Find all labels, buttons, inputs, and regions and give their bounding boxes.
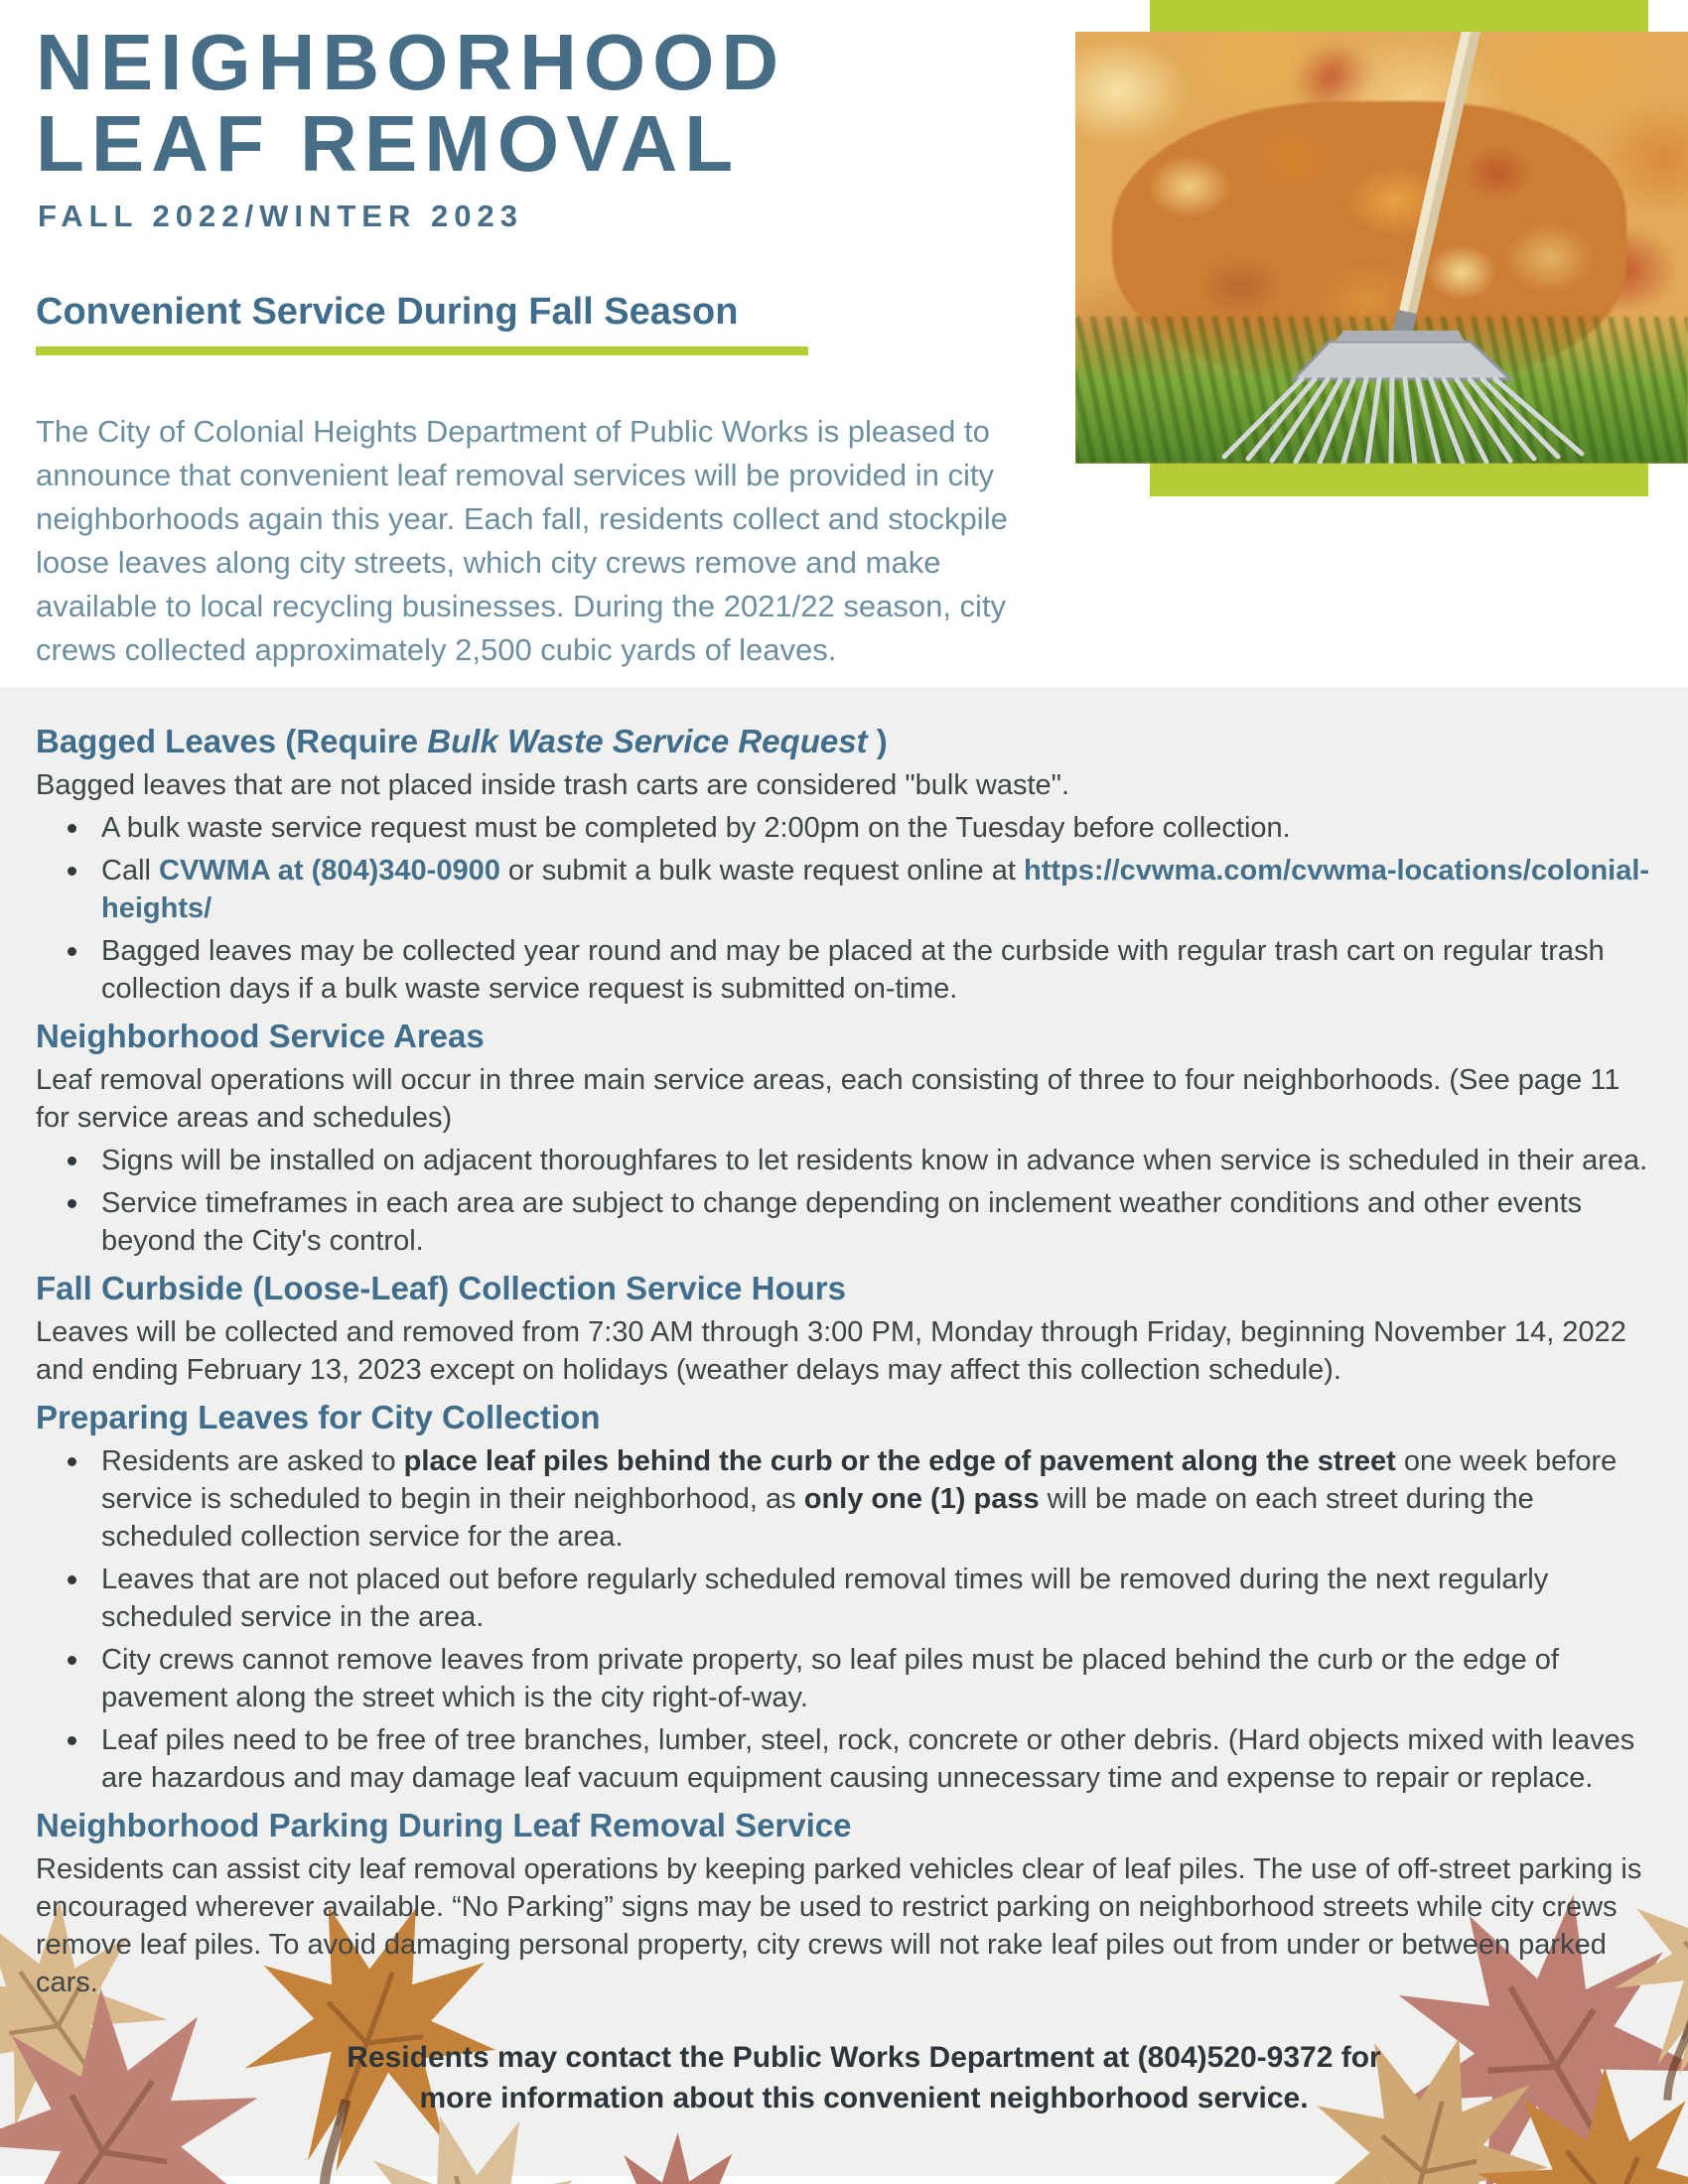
section-service-hours — [30, 1270, 1658, 1389]
section-heading: Neighborhood Service Areas — [36, 1018, 485, 1054]
page-subtitle: FALL 2022/WINTER 2023 — [38, 199, 523, 233]
list-item: Service timeframes in each area are subject to change depending on inclement weather conditions and other events beyond the City's control. — [101, 1184, 1658, 1260]
page-title — [36, 18, 786, 188]
list-item: Leaves that are not placed out before regularly scheduled removal times will be removed during the next regularly scheduled service in the area. — [101, 1561, 1658, 1636]
section-heading: Bagged Leaves (Require Bulk Waste Service Request ) — [36, 723, 888, 759]
contact-info: Residents may contact the Public Works Department at (804)520-9372 for more information about this convenient neighborhood service. — [347, 2041, 1381, 2115]
bullet-list — [30, 1442, 1658, 1797]
section-heading: Preparing Leaves for City Collection — [36, 1399, 601, 1435]
flyer-body — [0, 687, 1688, 2176]
intro-paragraph: The City of Colonial Heights Department of Public Works is pleased to announce that convenient leaf removal services will be provided in city neighborhoods again this year. Each fall, residents collect and stockpile loose leaves along city streets, which city crews remove and make available to local recycling businesses. During the 2021/22 season, city crews collected approximately 2,500 cubic yards of leaves. — [36, 414, 1008, 667]
section-heading: Neighborhood Parking During Leaf Removal Service — [36, 1807, 852, 1843]
page-title-line1: NEIGHBORHOOD — [36, 18, 786, 106]
rake-image — [1075, 32, 1688, 464]
flyer-header — [0, 0, 1688, 687]
list-item: Signs will be installed on adjacent thoroughfares to let residents know in advance when service is scheduled in their area. — [101, 1142, 1658, 1179]
section-preparing-leaves — [30, 1399, 1658, 1797]
bullet-list — [30, 809, 1658, 1008]
bullet-list — [30, 1142, 1658, 1260]
section-parking — [30, 1807, 1658, 2001]
list-item: Residents are asked to place leaf piles behind the curb or the edge of pavement along the street one week before service is scheduled to begin in their neighborhood, as only one (1) pass will be made on each street during the scheduled collection service for the area. — [101, 1442, 1658, 1556]
section-lead: Residents can assist city leaf removal operations by keeping parked vehicles clear of leaf piles. The use of off-street parking is encouraged wherever available. “No Parking” signs may be used to restrict parking on neighborhood streets while city crews remove leaf piles. To avoid damaging personal property, city crews will not rake leaf piles out from under or between parked cars. — [36, 1853, 1642, 1998]
section-heading: Fall Curbside (Loose-Leaf) Collection Service Hours — [36, 1270, 846, 1306]
list-item: A bulk waste service request must be completed by 2:00pm on the Tuesday before collection. — [101, 809, 1658, 847]
inline-link[interactable]: CVWMA at (804)340-0900 — [159, 855, 500, 887]
list-item: Bagged leaves may be collected year round and may be placed at the curbside with regular trash cart on regular trash collection days if a bulk waste service request is submitted on-time. — [101, 932, 1658, 1008]
heading-underline — [36, 346, 808, 355]
list-item: Call CVWMA at (804)340-0900 or submit a bulk waste request online at https://cvwma.com/cvwma-locations/colonial-heights/ — [101, 852, 1658, 927]
section-lead: Bagged leaves that are not placed inside trash carts are considered "bulk waste". — [36, 769, 1070, 801]
page-title-line2: LEAF REMOVAL — [36, 99, 741, 188]
list-item: Leaf piles need to be free of tree branches, lumber, steel, rock, concrete or other debris. (Hard objects mixed with leaves are hazardous and may damage leaf vacuum equipment causing unnecessary time and expense to repair or replace. — [101, 1721, 1658, 1797]
inline-link[interactable]: https://cvwma.com/cvwma-locations/colonial-heights/ — [101, 855, 1650, 924]
intro-heading: Convenient Service During Fall Season — [36, 291, 739, 333]
list-item: City crews cannot remove leaves from private property, so leaf piles must be placed behind the curb or the edge of pavement along the street which is the city right-of-way. — [101, 1641, 1658, 1716]
autumn-leaves-rake-photo — [1075, 32, 1688, 464]
section-lead: Leaf removal operations will occur in three main service areas, each consisting of three to four neighborhoods. (See page 11 for service areas and schedules) — [36, 1064, 1620, 1134]
section-lead: Leaves will be collected and removed from 7:30 AM through 3:00 PM, Monday through Friday, beginning November 14, 2022 and ending February 13, 2023 except on holidays (weather delays may affect this collection schedule). — [36, 1316, 1626, 1386]
section-service-areas — [30, 1018, 1658, 1260]
section-bagged-leaves — [30, 723, 1658, 1008]
